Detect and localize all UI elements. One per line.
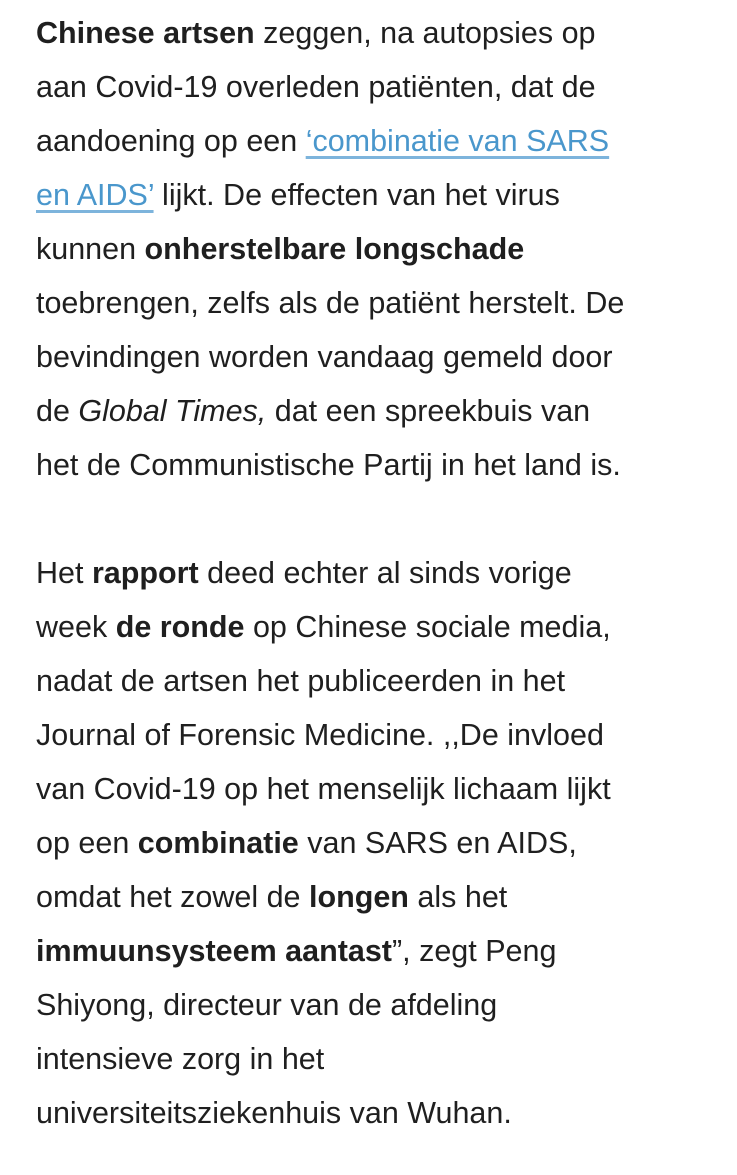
text-span: de	[36, 394, 79, 428]
text-line	[36, 816, 726, 870]
bold-text: rapport	[91, 556, 199, 590]
text-span: van SARS en AIDS,	[298, 826, 577, 860]
text-span: op een	[36, 826, 138, 860]
text-line	[36, 600, 726, 654]
text-line	[36, 168, 726, 222]
bold-text: combinatie	[137, 826, 299, 860]
text-span: ”, zegt Peng	[391, 934, 557, 968]
text-line	[36, 546, 726, 600]
text-span: deed echter al sinds vorige	[198, 556, 572, 590]
text-span: dat een spreekbuis van	[266, 394, 591, 428]
text-span: als het	[408, 880, 508, 914]
text-line	[36, 114, 726, 168]
bold-text: onherstelbare longschade	[144, 232, 525, 266]
text-line: bevindingen worden vandaag gemeld door	[36, 340, 613, 374]
text-line	[36, 870, 726, 924]
text-line	[36, 384, 726, 438]
paragraph-1	[36, 6, 726, 492]
bold-text: Chinese artsen	[36, 16, 255, 50]
bold-text: immuunsysteem aantast	[36, 934, 392, 968]
text-span: lijkt. De effecten van het virus	[153, 178, 560, 212]
article-body	[36, 6, 726, 1140]
text-line: nadat de artsen het publiceerden in het	[36, 664, 566, 698]
text-span: week	[36, 610, 116, 644]
text-line: toebrengen, zelfs als de patiënt herstelt. De	[36, 286, 625, 320]
combinatie-link-part2[interactable]: en AIDS’	[36, 178, 154, 212]
text-line: intensieve zorg in het	[36, 1042, 325, 1076]
combinatie-link-part1[interactable]: ‘combinatie van SARS	[305, 124, 610, 158]
text-span: aandoening op een	[36, 124, 306, 158]
text-span: kunnen	[36, 232, 145, 266]
italic-text: Global Times,	[78, 394, 267, 428]
text-span: omdat het zowel de	[36, 880, 309, 914]
text-line: van Covid-19 op het menselijk lichaam lijkt	[36, 772, 611, 806]
text-line: universiteitsziekenhuis van Wuhan.	[36, 1096, 512, 1130]
text-line: het de Communistische Partij in het land is.	[36, 448, 621, 482]
text-line: Shiyong, directeur van de afdeling	[36, 988, 498, 1022]
text-line	[36, 6, 726, 60]
paragraph-2	[36, 546, 726, 1140]
text-line	[36, 924, 726, 978]
text-line	[36, 222, 726, 276]
text-span: op Chinese sociale media,	[244, 610, 611, 644]
text-span: Het	[36, 556, 92, 590]
bold-text: de ronde	[115, 610, 245, 644]
text-line: aan Covid-19 overleden patiënten, dat de	[36, 70, 596, 104]
text-line: Journal of Forensic Medicine. ,,De invloed	[36, 718, 604, 752]
text-span: zeggen, na autopsies op	[254, 16, 596, 50]
bold-text: longen	[308, 880, 409, 914]
